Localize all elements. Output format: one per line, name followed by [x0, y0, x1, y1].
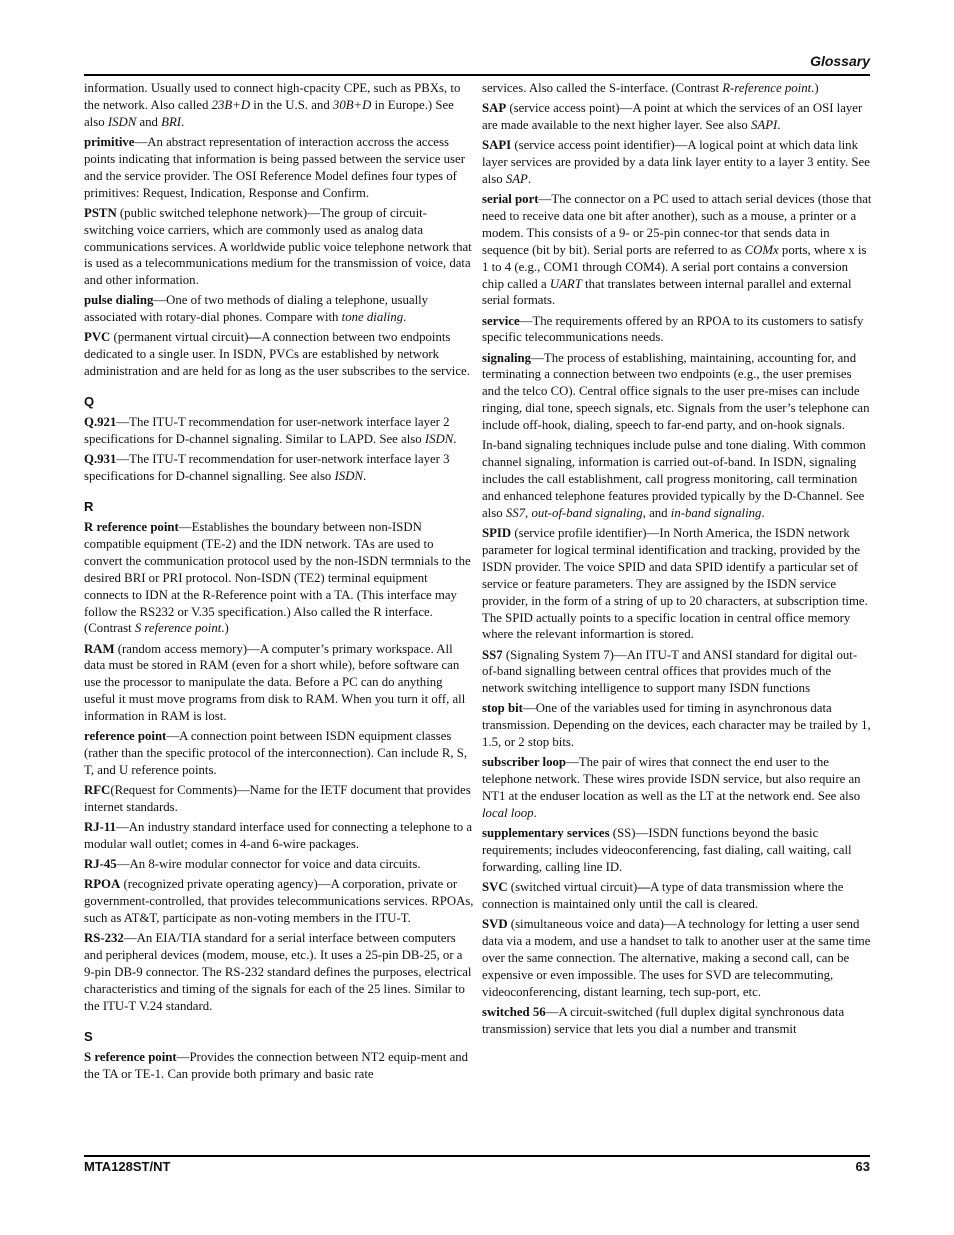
glossary-entry [482, 916, 872, 1001]
glossary-entry [482, 647, 872, 698]
cross-reference: SAP [505, 171, 528, 186]
term: reference point [84, 729, 167, 744]
definition-text: (service profile identifier)—In North America, the ISDN network parameter for logical terminal identification and tracking, provided by the ISDN provider. The voice SPID and data SPID identify a particular set of service or feature parameters. They are assigned by the ISDN service provider, in the form of a string of up to 20 characters, at subscription time. The SPID actually points to a specific location in central office memory where the relevant informartion is stored. [482, 525, 868, 642]
cross-reference: out-of-band signaling [531, 505, 643, 520]
glossary-entry [482, 754, 872, 822]
glossary-entry [84, 519, 474, 637]
term: SVD [482, 917, 508, 932]
definition-text: in the U.S. and [250, 97, 333, 112]
term: RS-232 [84, 931, 124, 946]
definition-text: . [527, 171, 532, 186]
definition-text: —The ITU-T recommendation for user-network interface layer 3 specifications for D-channel signalling. See also [84, 452, 450, 484]
glossary-entry [482, 700, 872, 751]
term: S reference point [84, 1049, 177, 1064]
term: supplementary services [482, 826, 610, 841]
definition-text: (Request for Comments)—Name for the IETF document that provides internet standards. [84, 783, 471, 815]
section-letter: R [84, 498, 94, 514]
glossary-entry [84, 329, 474, 380]
glossary-entry [84, 782, 474, 816]
definition-text: . [453, 432, 457, 447]
term: SS7 [482, 647, 503, 662]
glossary-entry [482, 80, 872, 97]
section-letter: Q [84, 394, 95, 410]
definition-text: (random access memory)—A computer’s primary workspace. All data must be stored in RAM (even for a short while), before software can use the processor to manipulate the data. Before a PC can do anything useful it must move programs from disk to RAM. When you turn it off, all information in RAM is lost. [84, 641, 466, 724]
definition-text: —One of two methods of dialing a telephone, usually associated with rotary-dial phones. Compare with [84, 293, 429, 325]
cross-reference: 30B+D [332, 97, 372, 112]
cross-reference: SS7 [505, 505, 526, 520]
definition-text: ports, where x is 1 to 4 (e.g., COM1 through COM4). A serial port contains a conversion chip called a [482, 242, 867, 291]
definition-text: (simultaneous voice and data)—A technology for letting a user send data via a modem, and use a handset to talk to another user at the same time over the same connection. The alternative, making a second call, can be expensive or even impossible. The uses for SVD are telecommuting, videoconferencing, distant learning, tech sup-port, etc. [482, 917, 871, 999]
definition-text: information. Usually used to connect high-cpacity CPE, such as PBXs, to the network. Also called [84, 81, 461, 112]
definition-text: . [777, 118, 781, 132]
definition-text: (service access point)—A point at which the services of an OSI layer are made available to the next higher layer. See also [482, 101, 863, 132]
definition-text: —The process of establishing, maintaining, accounting for, and terminating a connection between two endpoints (e.g., the user premises and the telco CO). Central office signals to the user pre-mises can include ringing, dial tone, speech signals, etc. Signals from the user’s telephone can include off-hook, dialing, speech to far-end party, and on-hook signals. [482, 350, 870, 433]
cross-reference: R-reference point [722, 81, 812, 95]
term: RJ-11 [84, 820, 116, 835]
glossary-entry [482, 825, 872, 876]
definition-text: .) [811, 81, 819, 95]
definition-text: (SS)—ISDN functions beyond the basic requirements; includes videoconferencing, fast dialing, call waiting, call forwarding, calling line ID. [482, 826, 852, 874]
term: Q.931 [84, 452, 117, 467]
term: — [637, 880, 651, 895]
cross-reference: in-band signaling [670, 505, 762, 520]
glossary-entry [482, 879, 872, 913]
cross-reference: S reference point [134, 621, 222, 636]
cross-reference: SAPI [750, 118, 778, 132]
definition-text: (public switched telephone network)—The group of circuit-switching voice carriers, which are commonly used as analog data communications services. A worldwide public voice telephone network that is used as a telecommunications medium for the transmission of voice, data and other information. [84, 205, 472, 288]
term: PVC [84, 330, 111, 345]
term: Q.921 [84, 415, 117, 430]
glossary-entry [482, 100, 872, 134]
cross-reference: BRI [161, 114, 182, 129]
term: service [482, 313, 520, 328]
glossary-entry [84, 1049, 474, 1083]
definition-text: In-band signaling techniques include pulse and tone dialing. With common channel signaling, information is carried out-of-band. In ISDN, signaling includes the call establishment, call progress monitoring, call termination and enhanced telephone features provided typically by the D-Channel. See also [482, 438, 866, 520]
definition-text: . [362, 469, 367, 484]
glossary-entry [84, 451, 474, 485]
definition-text: —The ITU-T recommendation for user-network interface layer 2 specifications for D-channel signaling. Similar to LAPD. See also [84, 415, 450, 447]
cross-reference: ISDN [334, 469, 363, 484]
term: RFC [84, 783, 111, 798]
definition-text: —The pair of wires that connect the end user to the telephone network. These wires provide ISDN service, but also require an NT1 at the enduser location as well as the LT at the network end. See also [482, 755, 861, 804]
term: — [248, 330, 262, 345]
left-column [84, 80, 474, 1086]
definition-text: .) [221, 621, 229, 636]
definition-text: . [761, 505, 765, 520]
glossary-entry [482, 137, 872, 188]
definition-text: , and [642, 505, 671, 520]
definition-text: and [136, 114, 162, 129]
definition-text: —The connector on a PC used to attach serial devices (those that need to receive data one bit after another), such as a mouse, a printer or a modem. This consists of a 9- or 25-pin connec-tor that sends data in sequence (bit by bit). Serial ports are referred to as [482, 192, 872, 257]
definition-text: in Europe.) See also [84, 97, 454, 129]
definition-text: (permanent virtual circuit) [110, 330, 249, 345]
cross-reference: ISDN [424, 432, 454, 447]
cross-reference: tone dialing [341, 310, 404, 325]
definition-text: —The requirements offered by an RPOA to its customers to satisfy specific telecommunications needs. [482, 313, 864, 345]
definition-text: A type of data transmission where the connection is maintained only until the call is cleared. [482, 880, 844, 911]
definition-text: A connection between two endpoints dedicated to a single user. In ISDN, PVCs are established by network administration and are held for as long as the user subscribes to the service. [84, 330, 470, 379]
definition-text: —One of the variables used for timing in asynchronous data transmission. Depending on the devices, each character may be trailed by 1, 1.5, or 2 stop bits. [482, 701, 871, 750]
cross-reference: ISDN [107, 114, 137, 129]
term: RAM [84, 641, 115, 656]
definition-text: that translates between internal parallel and external serial formats. [482, 276, 852, 308]
cross-reference: COMx [744, 242, 779, 257]
term: SAPI [482, 138, 512, 153]
definition-text: , [525, 505, 532, 520]
header-rule [84, 74, 870, 76]
right-column [482, 80, 872, 1041]
running-header: Glossary [810, 53, 870, 69]
definition-text: —An industry standard interface used for connecting a telephone to a modular wall outlet; comes in 4-and 6-wire packages. [84, 820, 473, 852]
glossary-entry [84, 876, 474, 927]
definition-text: (service access point identifier)—A logical point at which data link layer services are provided by a data link layer entity to a layer 3 entity. See also [482, 138, 870, 186]
definition-text: —An abstract representation of interaction accross the access points indicating that information is being passed between the service user and the service provider. The OSI Reference Model defines four types of primitives: Request, Indication, Response and Confirm. [84, 134, 465, 200]
definition-text: (Signaling System 7)—An ITU-T and ANSI standard for digital out-of-band signalling between central offices that provides much of the network switching intelligence to support many ISDN functions [482, 647, 858, 696]
term: SVC [482, 880, 508, 895]
glossary-entry [84, 292, 474, 326]
glossary-entry [84, 414, 474, 448]
glossary-entry [84, 728, 474, 779]
term: RJ-45 [84, 857, 117, 872]
glossary-entry [84, 80, 474, 131]
glossary-entry [482, 313, 872, 347]
term: pulse dialing [84, 293, 154, 308]
term: primitive [84, 134, 135, 149]
glossary-entry [482, 525, 872, 643]
term: R reference point [84, 519, 179, 534]
definition-text: services. Also called the S-interface. (Contrast [482, 81, 723, 95]
cross-reference: 23B+D [211, 97, 251, 112]
definition-text: —Provides the connection between NT2 equip-ment and the TA or TE-1. Can provide both primary and basic rate [84, 1049, 469, 1081]
section-letter: S [84, 1028, 93, 1044]
glossary-entry [84, 856, 474, 873]
cross-reference: local loop [482, 806, 534, 821]
cross-reference: UART [549, 276, 582, 291]
term: PSTN [84, 205, 117, 220]
definition-text: —An 8-wire modular connector for voice and data circuits. [116, 857, 421, 872]
term: stop bit [482, 701, 523, 716]
page-number: 63 [855, 1159, 870, 1174]
term: signaling [482, 350, 532, 365]
glossary-entry [482, 191, 872, 309]
definition-text: —Establishes the boundary between non-ISDN compatible equipment (TE-2) and the IDN network. TAs are used to convert the communication protocol used by the non-ISDN termnials to the desired BRI or PRI protocol. Non-ISDN (TE2) terminal equipment connects to IDN at the R-Reference point with a TA. (This interface may follow the RS232 or V.35 specification.) Also called the R interface. (Contrast [84, 519, 471, 636]
definition-text: . [181, 114, 185, 129]
glossary-entry [84, 641, 474, 726]
glossary-entry [482, 1004, 872, 1038]
term: SAP [482, 101, 507, 116]
term: serial port [482, 192, 539, 206]
glossary-entry [84, 819, 474, 853]
glossary-entry [482, 350, 872, 435]
glossary-entry [84, 930, 474, 1015]
definition-text: —An EIA/TIA standard for a serial interface between computers and peripheral devices (modem, mouse, etc.). It uses a 25-pin DB-25, or a 9-pin DB-9 connector. The RS-232 standard defines the purposes, electrical characteristics and timing of the signals for each of the 25 lines. Similar to the ITU-T V.24 standard. [84, 931, 472, 1013]
definition-text: —A connection point between ISDN equipment classes (rather than the specific protocol of the interconnection). Can include R, S, T, and U reference points. [84, 729, 468, 778]
glossary-entry [482, 437, 872, 522]
definition-text: . [533, 806, 537, 821]
glossary-entry [84, 134, 474, 202]
definition-text: —A circuit-switched (full duplex digital synchronous data transmission) service that lets you dial a number and transmit [482, 1004, 845, 1036]
definition-text: . [403, 310, 407, 325]
term: RPOA [84, 877, 121, 892]
glossary-entry [84, 205, 474, 290]
document-name: MTA128ST/NT [84, 1159, 171, 1174]
definition-text: (switched virtual circuit) [507, 880, 638, 895]
term: SPID [482, 525, 512, 540]
footer-rule [84, 1155, 870, 1157]
term: subscriber loop [482, 755, 567, 770]
definition-text: (recognized private operating agency)—A corporation, private or government-controlled, that provides telecommunications services. RPOAs, such as AT&T, participate as non-voting members in the ITU-T. [84, 877, 474, 926]
term: switched 56 [482, 1004, 546, 1019]
